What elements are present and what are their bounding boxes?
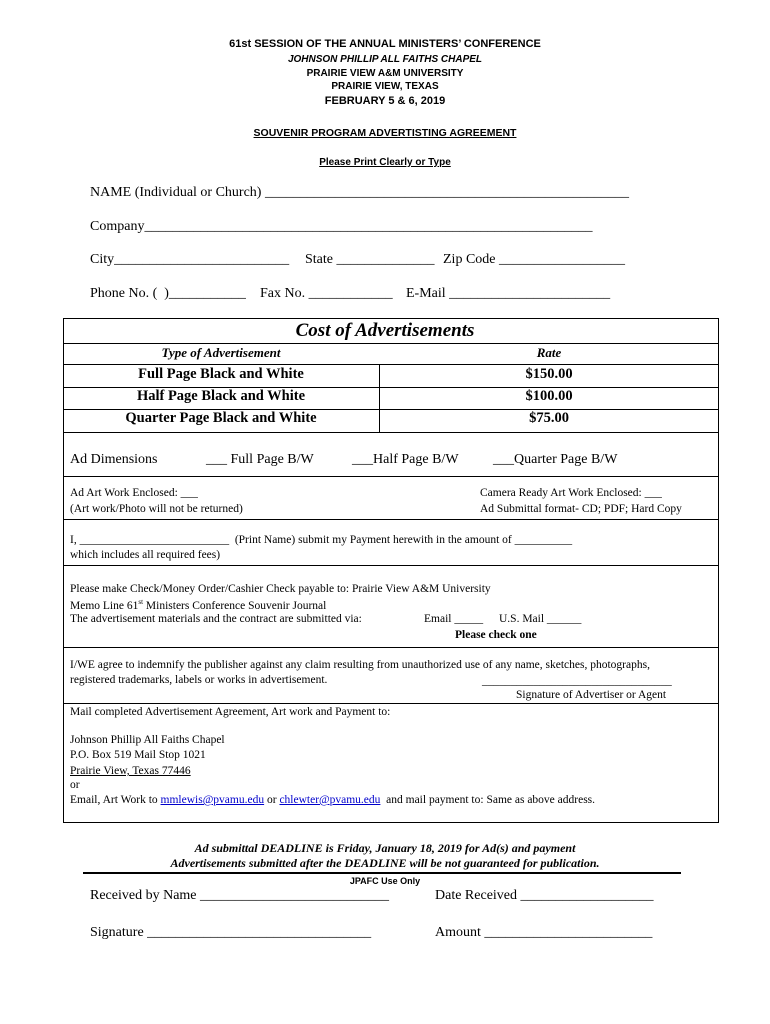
col-rate-header: Rate — [536, 345, 562, 360]
conference-dates: FEBRUARY 5 & 6, 2019 — [324, 95, 446, 107]
signature-label: Signature of Advertiser or Agent — [516, 689, 667, 701]
check-one-note: Please check one — [455, 629, 537, 641]
payment-fees-note: which includes all required fees) — [70, 549, 221, 561]
location: PRAIRIE VIEW, TEXAS — [331, 81, 439, 92]
fax-field[interactable]: Fax No. ____________ — [260, 286, 393, 301]
page-title: SOUVENIR PROGRAM ADVERTISTING AGREEMENT — [253, 127, 517, 139]
phone-field[interactable]: Phone No. ( )___________ — [90, 286, 246, 301]
received-by-field[interactable]: Received by Name ___________________________ — [90, 888, 390, 903]
print-instruction: Please Print Clearly or Type — [319, 157, 451, 168]
indemnify-statement-cont: registered trademarks, labels or works in advertisement. — [70, 674, 328, 686]
submission-method-label: The advertisement materials and the contract are submitted via: — [70, 613, 362, 625]
zip-field[interactable]: Zip Code __________________ — [443, 252, 625, 267]
col-type-header: Type of Advertisement — [161, 345, 281, 360]
name-field[interactable]: NAME (Individual or Church) ____________________________________________________ — [90, 185, 629, 200]
quarter-page-option[interactable]: ___Quarter Page B/W — [493, 452, 618, 467]
art-work-enclosed[interactable]: Ad Art Work Enclosed: ___ — [70, 487, 198, 499]
table-row-rate: $150.00 — [525, 366, 573, 382]
email-link-chlewter[interactable]: chlewter@pvamu.edu — [279, 794, 381, 806]
signature-field[interactable]: Signature ________________________________ — [90, 925, 372, 940]
chapel-name: JOHNSON PHILLIP ALL FAITHS CHAPEL — [287, 54, 483, 65]
half-page-option[interactable]: ___Half Page B/W — [352, 452, 459, 467]
indemnify-statement: I/WE agree to indemnify the publisher against any claim resulting from unauthorized use of any name, sketches, photographs, — [70, 659, 650, 671]
camera-ready-enclosed[interactable]: Camera Ready Art Work Enclosed: ___ — [480, 487, 662, 499]
address-line: P.O. Box 519 Mail Stop 1021 — [70, 749, 206, 761]
deadline-notice: Ad submittal DEADLINE is Friday, January 18, 2019 for Ad(s) and payment — [194, 841, 576, 855]
email-link-mmlewis[interactable]: mmlewis@pvamu.edu — [160, 794, 265, 806]
state-field[interactable]: State ______________ — [305, 252, 435, 267]
table-row-type: Quarter Page Black and White — [125, 410, 317, 426]
university-name: PRAIRIE VIEW A&M UNIVERSITY — [306, 68, 464, 79]
signature-line[interactable]: _________________________________ — [482, 675, 672, 687]
office-use-label: JPAFC Use Only — [349, 876, 421, 886]
table-row-type: Half Page Black and White — [136, 388, 306, 404]
or-text: or — [70, 779, 80, 791]
date-received-field[interactable]: Date Received ___________________ — [435, 888, 654, 903]
amount-field[interactable]: Amount ________________________ — [435, 925, 653, 940]
submit-via-mail-option[interactable]: U.S. Mail ______ — [499, 613, 582, 625]
city-field[interactable]: City_________________________ — [90, 252, 290, 267]
mail-instructions: Mail completed Advertisement Agreement, Art work and Payment to: — [70, 706, 391, 718]
table-row-type: Full Page Black and White — [138, 366, 304, 382]
address-line: Prairie View, Texas 77446 — [70, 765, 191, 777]
table-row-rate: $100.00 — [525, 388, 573, 404]
ad-dimensions-label: Ad Dimensions — [70, 452, 158, 467]
table-row-rate: $75.00 — [529, 410, 569, 426]
art-not-returned-note: (Art work/Photo will not be returned) — [70, 503, 243, 515]
full-page-option[interactable]: ___ Full Page B/W — [206, 452, 314, 467]
submittal-format: Ad Submittal format- CD; PDF; Hard Copy — [480, 503, 682, 515]
submit-via-email-option[interactable]: Email _____ — [424, 613, 484, 625]
company-field[interactable]: Company________________________________________________________________ — [90, 219, 593, 234]
email-field[interactable]: E-Mail _______________________ — [406, 286, 611, 301]
cost-table-title: Cost of Advertisements — [295, 320, 475, 341]
check-payable-line: Please make Check/Money Order/Cashier Check payable to: Prairie View A&M University — [70, 583, 491, 595]
divider — [83, 872, 681, 874]
email-artwork-line: Email, Art Work to mmlewis@pvamu.edu or chlewter@pvamu.edu and mail payment to: Same as above address. — [70, 794, 596, 806]
memo-line: Memo Line 61st Ministers Conference Souvenir Journal — [70, 598, 327, 612]
payment-statement[interactable]: I, __________________________ (Print Name) submit my Payment herewith in the amount of __________ — [70, 534, 573, 546]
deadline-warning: Advertisements submitted after the DEADLINE will be not guaranteed for publication. — [170, 856, 600, 870]
conference-title: 61st SESSION OF THE ANNUAL MINISTERS’ CONFERENCE — [229, 38, 541, 50]
address-line: Johnson Phillip All Faiths Chapel — [70, 734, 225, 746]
